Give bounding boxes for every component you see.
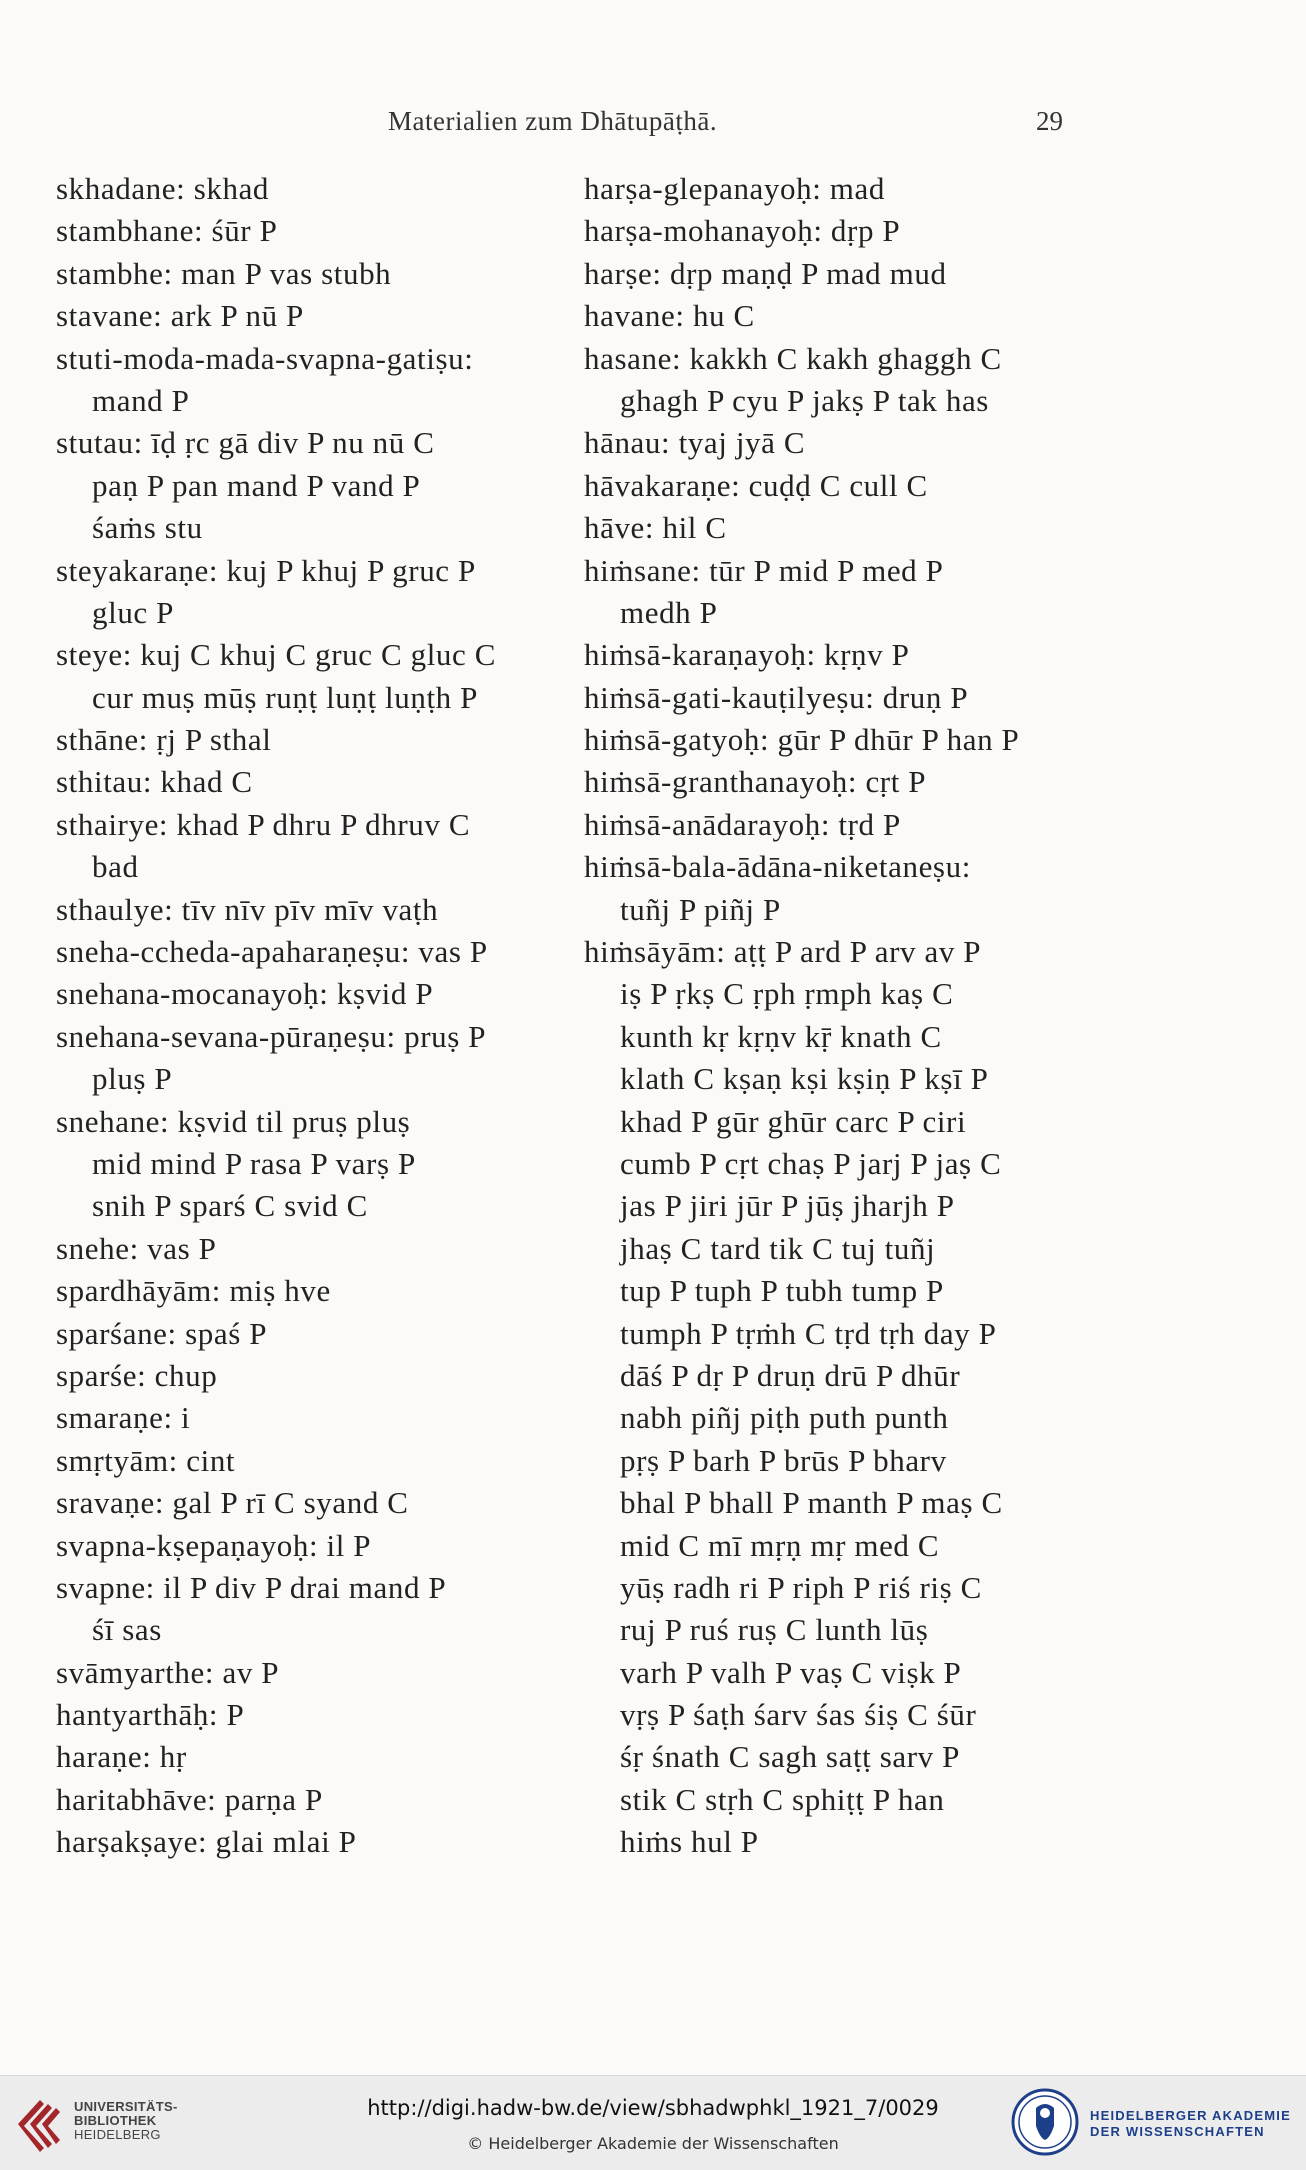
entry-line: kunth kṛ kṛṇv kṝ knath C (620, 1018, 942, 1054)
entry-line: hāvakaraṇe: cuḍḍ C cull C (584, 467, 928, 503)
entry-line: pṛṣ P barh P brūs P bharv (620, 1442, 947, 1478)
entry-line: hiṁsā-gati-kauṭilyeṣu: druṇ P (584, 679, 969, 715)
right-column (584, 168, 1084, 1864)
entry-line: klath C kṣaṇ kṣi kṣiṇ P kṣī P (620, 1061, 989, 1097)
entry-line: sparśe: chup (56, 1357, 218, 1393)
entry-line: skhadane: skhad (56, 171, 270, 206)
entry-line: sravaṇe: gal P rī C syand C (56, 1485, 409, 1521)
hak-line-2: DER WISSENSCHAFTEN (1090, 2124, 1265, 2139)
entry-line: jhaṣ C tard tik C tuj tuñj (620, 1230, 936, 1266)
entry-line: iṣ P ṛkṣ C ṛph ṛmph kaṣ C (620, 976, 954, 1012)
entry-line: hiṁsāyām: aṭṭ P ard P arv av P (584, 934, 982, 970)
entry-line: dāś P dṛ P druṇ drū P dhūr (620, 1357, 961, 1393)
permalink-url[interactable]: http://digi.hadw-bw.de/view/sbhadwphkl_1921_7/0029 (367, 2096, 939, 2120)
entry-line: snehana-mocanayoḥ: kṣvid P (56, 976, 434, 1012)
entry-line: harṣakṣaye: glai mlai P (56, 1824, 357, 1860)
entry-line: snehane: kṣvid til pruṣ pluṣ (56, 1103, 411, 1139)
entry-line: hiṁsā-gatyoḥ: gūr P dhūr P han P (584, 722, 1020, 758)
entry-line: snehana-sevana-pūraṇeṣu: pruṣ P (56, 1018, 487, 1054)
entry-line: gluc P (92, 594, 174, 630)
entry-line: jas P jiri jūr P jūṣ jharjh P (620, 1188, 955, 1224)
entry-line: svāmyarthe: av P (56, 1654, 280, 1690)
running-title: Materialien zum Dhātupāṭhā. (388, 106, 718, 136)
entry-line: haritabhāve: parṇa P (56, 1781, 323, 1817)
entry-line: sparśane: spaś P (56, 1315, 268, 1351)
entry-line: steyakaraṇe: kuj P khuj P gruc P (56, 552, 476, 588)
entry-line: svapne: il P div P drai mand P (56, 1569, 447, 1605)
ub-line-1: UNIVERSITÄTS- (74, 2099, 178, 2114)
entry-line: stik C stṛh C sphiṭṭ P han (620, 1781, 945, 1817)
entry-line: stambhe: man P vas stubh (56, 255, 392, 291)
entry-line: hiṁsā-karaṇayoḥ: kṛṇv P (584, 637, 910, 673)
entry-line: medh P (620, 594, 718, 630)
entry-line: sthitau: khad C (56, 764, 253, 800)
entry-line: hiṁs hul P (620, 1824, 759, 1860)
entry-line: smṛtyām: cint (56, 1442, 236, 1478)
entry-line: hiṁsā-anādarayoḥ: tṛd P (584, 806, 901, 842)
entry-line: hāve: hil C (584, 510, 727, 546)
entry-line: hasane: kakkh C kakh ghaggh C (584, 340, 1002, 376)
entry-line: sthairye: khad P dhru P dhruv C (56, 806, 471, 842)
entry-line: śī sas (92, 1612, 162, 1648)
entry-line: hānau: tyaj jyā C (584, 425, 806, 461)
entry-line: hiṁsā-granthanayoḥ: cṛt P (584, 764, 927, 800)
entry-line: tuñj P piñj P (620, 891, 781, 927)
entry-line: paṇ P pan mand P vand P (92, 467, 421, 503)
entry-line: hantyarthāḥ: P (56, 1697, 245, 1733)
entry-line: khad P gūr ghūr carc P ciri (620, 1103, 967, 1139)
entry-line: cur muṣ mūṣ ruṇṭ luṇṭ luṇṭh P (92, 679, 478, 715)
entry-line: ruj P ruś ruṣ C lunth lūṣ (620, 1612, 929, 1648)
entry-line: bhal P bhall P manth P maṣ C (620, 1485, 1003, 1521)
entry-line: mid C mī mṛṇ mṛ med C (620, 1527, 940, 1563)
entry-line: hiṁsane: tūr P mid P med P (584, 552, 944, 588)
entry-line: sthaulye: tīv nīv pīv mīv vaṭh (56, 891, 439, 927)
entry-line: spardhāyām: miṣ hve (56, 1273, 331, 1309)
entry-line: stambhane: śūr P (56, 213, 278, 249)
entry-line: harṣe: dṛp maṇḍ P mad mud (584, 255, 947, 291)
academy-name (1090, 2108, 1291, 2140)
academy-seal-icon (1010, 2086, 1080, 2158)
entry-line: ghagh P cyu P jakṣ P tak has (620, 382, 989, 418)
entry-line: mand P (92, 382, 190, 418)
page-number: 29 (1036, 106, 1063, 136)
footer-bar (0, 2075, 1306, 2170)
entry-line: cumb P cṛt chaṣ P jarj P jaṣ C (620, 1145, 1002, 1181)
entry-line: stutau: īḍ ṛc gā div P nu nū C (56, 425, 435, 461)
entry-line: sthāne: ṛj P sthal (56, 722, 272, 758)
entry-line: śaṁs stu (92, 510, 203, 546)
entry-line: bad (92, 849, 139, 885)
entry-line: haraṇe: hṛ (56, 1739, 187, 1775)
ub-line-3: HEIDELBERG (74, 2127, 161, 2142)
entry-line: tumph P tṛṁh C tṛd tṛh day P (620, 1315, 997, 1351)
ub-line-2: BIBLIOTHEK (74, 2113, 157, 2128)
entry-line: pluṣ P (92, 1061, 173, 1097)
copyright-notice: © Heidelberger Akademie der Wissenschaften (467, 2134, 839, 2153)
entry-line: steye: kuj C khuj C gruc C gluc C (56, 637, 496, 673)
entry-line: vṛṣ P śaṭh śarv śas śiṣ C śūr (620, 1697, 977, 1733)
entry-line: varh P valh P vaṣ C viṣk P (620, 1654, 962, 1690)
entry-line: stuti-moda-mada-svapna-gatiṣu: (56, 340, 474, 376)
entry-line: snehe: vas P (56, 1230, 217, 1266)
entry-line: mid mind P rasa P varṣ P (92, 1145, 416, 1181)
entry-line: nabh piñj piṭh puth punth (620, 1400, 949, 1436)
entry-line: sneha-ccheda-apaharaṇeṣu: vas P (56, 934, 488, 970)
entry-line: svapna-kṣepaṇayoḥ: il P (56, 1527, 372, 1563)
entry-line: harṣa-glepanayoḥ: mad (584, 171, 885, 206)
entry-line: snih P sparś C svid C (92, 1188, 368, 1224)
hak-line-1: HEIDELBERGER AKADEMIE (1090, 2108, 1291, 2123)
entry-line: tup P tuph P tubh tump P (620, 1273, 944, 1309)
entry-line: yūṣ radh ri P riph P riś riṣ C (620, 1569, 982, 1605)
left-column (56, 168, 546, 1864)
entry-line: smaraṇe: i (56, 1400, 191, 1436)
entry-line: havane: hu C (584, 298, 755, 334)
page-header (0, 106, 1306, 146)
entry-line: hiṁsā-bala-ādāna-niketaneṣu: (584, 849, 971, 885)
entry-line: harṣa-mohanayoḥ: dṛp P (584, 213, 901, 249)
entry-line: śṛ śnath C sagh saṭṭ sarv P (620, 1739, 960, 1775)
entry-line: stavane: ark P nū P (56, 298, 304, 334)
